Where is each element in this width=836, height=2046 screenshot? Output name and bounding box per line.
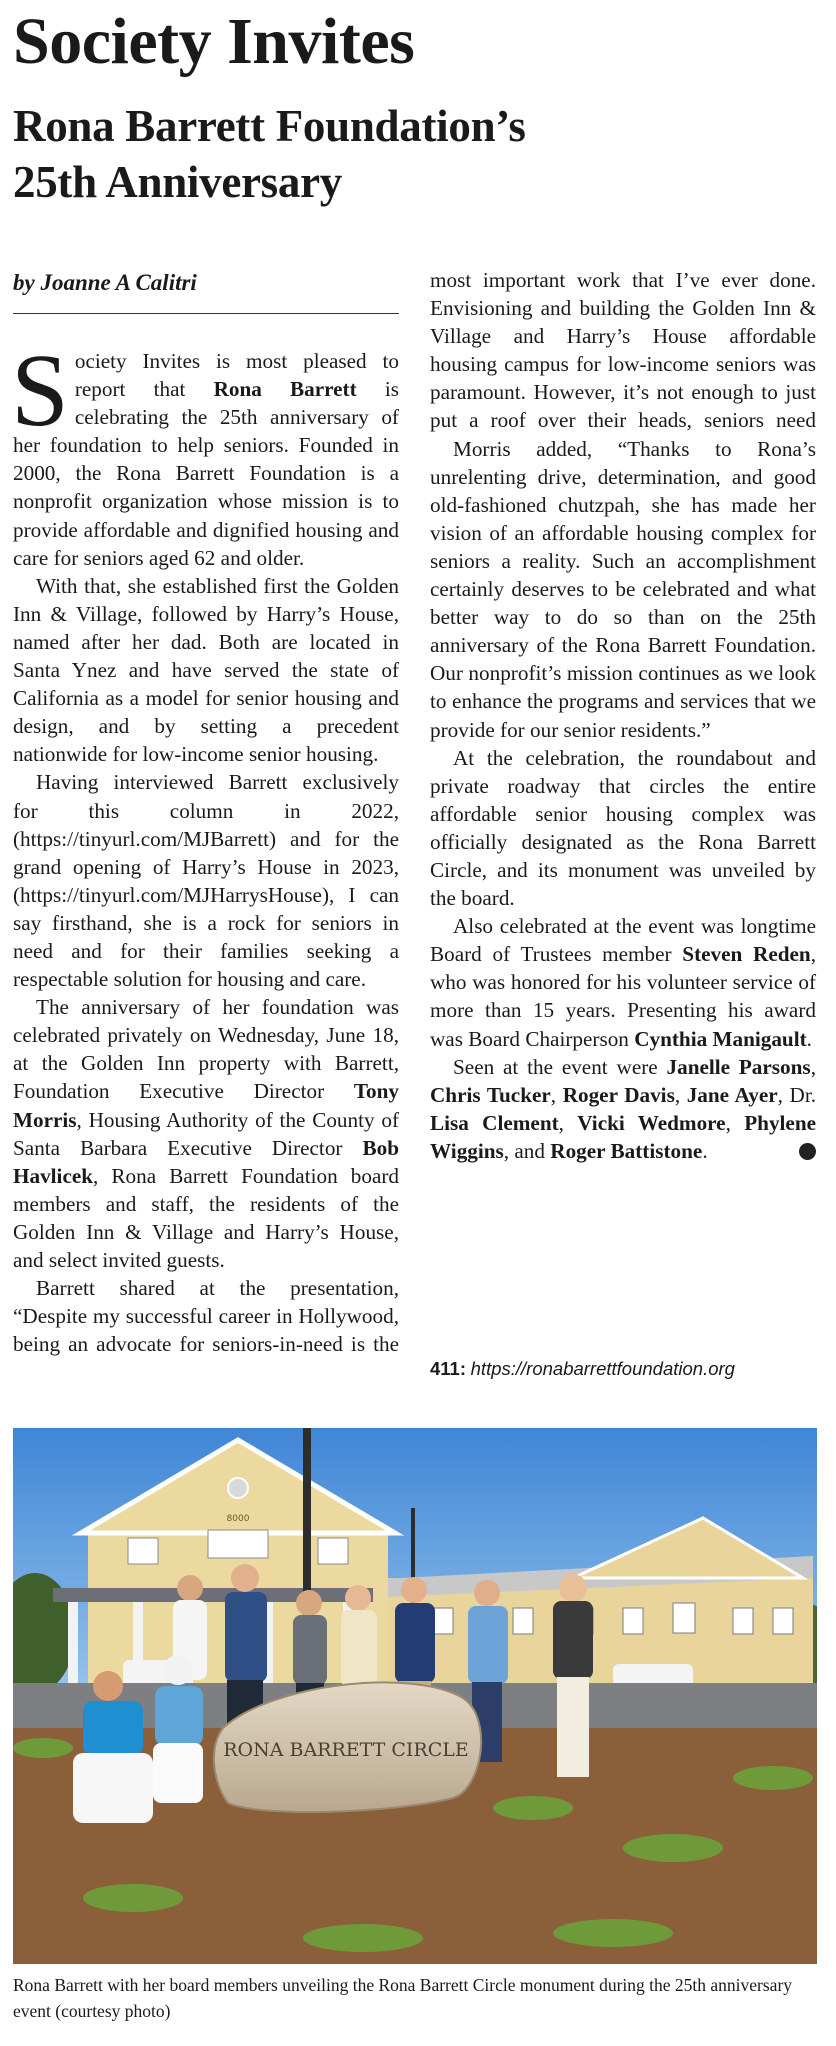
photo-caption: Rona Barrett with her board members unveiling the Rona Barrett Circle monument during the 25th anniversary event (courtesy photo) <box>13 1975 793 2021</box>
footer-411 <box>430 1358 735 1381</box>
paragraph-4: The anniversary of her foundation was celebrated privately on Wednesday, June 18, at the Golden Inn property with Barrett, Foundation Executive Director Tony Morris, Housing Authority of the County of Santa Barbara Executive Director Bob Havlicek, Rona Barrett Foundation board members and staff, the residents of the Golden Inn & Village and Harry’s House, and select invited guests. <box>13 995 399 1272</box>
end-mark-icon: Mj <box>799 1143 816 1160</box>
byline: by Joanne A Calitri <box>13 270 197 295</box>
article-column-right <box>430 266 834 1165</box>
paragraph-8: Also celebrated at the event was longtime Board of Trustees member Steven Reden, who was honored for his volunteer service of more than 15 years. Presenting his award was Board Chairperson Cynthia Manigault. <box>430 914 816 1051</box>
monument-inscription: RONA BARRETT CIRCLE <box>223 1739 469 1761</box>
footer-url-link[interactable]: https://ronabarrettfoundation.org <box>470 1358 735 1379</box>
name-steven-reden: Steven Reden <box>682 942 811 967</box>
event-photo <box>13 1428 817 1964</box>
footer-label: 411: <box>430 1358 467 1379</box>
name-chris-tucker: Chris Tucker <box>430 1082 551 1107</box>
name-phylene-wiggins: Phylene Wiggins <box>430 1110 817 1163</box>
headline <box>13 98 633 210</box>
paragraph-6: Morris added, “Thanks to Rona’s unrelenting drive, determination, and good old-fashioned chutzpah, she has made her vision of an affordable housing complex for seniors a reality. Such an accomplishment certainly deserves to be celebrated and what better way to do so than on the 25th anniversary of the Rona Barrett Foundation. Our nonprofit’s mission continues as we look to enhance the programs and services that we provide for our senior residents.” <box>430 436 816 742</box>
paragraph-5-continued: most important work that I’ve ever done. Envisioning and building the Golden Inn & Village and Harry’s House affordable housing campus for low-income seniors was paramount. However, it’s not enough to just put a roof over their heads, seniors need <box>430 267 816 433</box>
paragraph-3: Having interviewed Barrett exclusively for this column in 2022, (https://tinyurl.com/MJBarrett) and for the grand opening of Harry’s House in 2023, (https://tinyurl.com/MJHarrysHouse), I can say firsthand, she is a rock for seniors in need and for their families seeking a respectable solution for housing and care. <box>13 770 399 992</box>
drop-cap: S <box>11 333 69 448</box>
headline-line-1: Rona Barrett Foundation’s <box>13 101 526 151</box>
name-janelle-parsons: Janelle Parsons <box>666 1054 811 1079</box>
paragraph-5: Barrett shared at the presentation, “Despite my successful career in Hollywood, being an advocate for seniors-in-need is the <box>13 1276 399 1357</box>
name-tony-morris: Tony Morris <box>13 1079 399 1132</box>
name-roger-davis: Roger Davis <box>562 1082 675 1107</box>
name-lisa-clement: Lisa Clement <box>430 1110 559 1135</box>
headline-line-2: 25th Anniversary <box>13 157 342 207</box>
paragraph-7: At the celebration, the roundabout and private roadway that circles the entire affordable senior housing complex was officially designated as the Rona Barrett Circle, and its monument was unveiled by the board. <box>430 745 816 911</box>
paragraph-2: With that, she established first the Golden Inn & Village, followed by Harry’s House, named after her dad. Both are located in Santa Ynez and have served the state of California as a model for senior housing and design, and by setting a precedent nationwide for low-income senior housing. <box>13 573 399 767</box>
section-title: Society Invites <box>13 5 415 78</box>
name-bob-havlicek: Bob Havlicek <box>13 1135 399 1188</box>
paragraph-1: Society Invites is most pleased to report that Rona Barrett is celebrating the 25th anniversary of her foundation to help seniors. Founded in 2000, the Rona Barrett Foundation is a nonprofit organization whose mission is to provide affordable and dignified housing and care for seniors aged 62 and older. <box>11 333 399 570</box>
name-jane-ayer: Jane Ayer <box>686 1082 778 1107</box>
byline-divider <box>13 313 399 314</box>
name-roger-battistone: Roger Battistone <box>550 1138 703 1163</box>
building-number: 8000 <box>226 1514 250 1524</box>
article-column-left <box>11 333 399 1358</box>
name-cynthia-manigault: Cynthia Manigault <box>634 1026 807 1051</box>
name-rona-barrett: Rona Barrett <box>213 377 357 402</box>
event-photo-illustration <box>13 1428 817 1964</box>
name-vicki-wedmore: Vicki Wedmore <box>577 1110 726 1135</box>
paragraph-9: Seen at the event were Janelle Parsons, Chris Tucker, Roger Davis, Jane Ayer, Dr. Lisa Clement, Vicki Wedmore, Phylene Wiggins, and Roger Battistone. Mj <box>430 1054 834 1163</box>
